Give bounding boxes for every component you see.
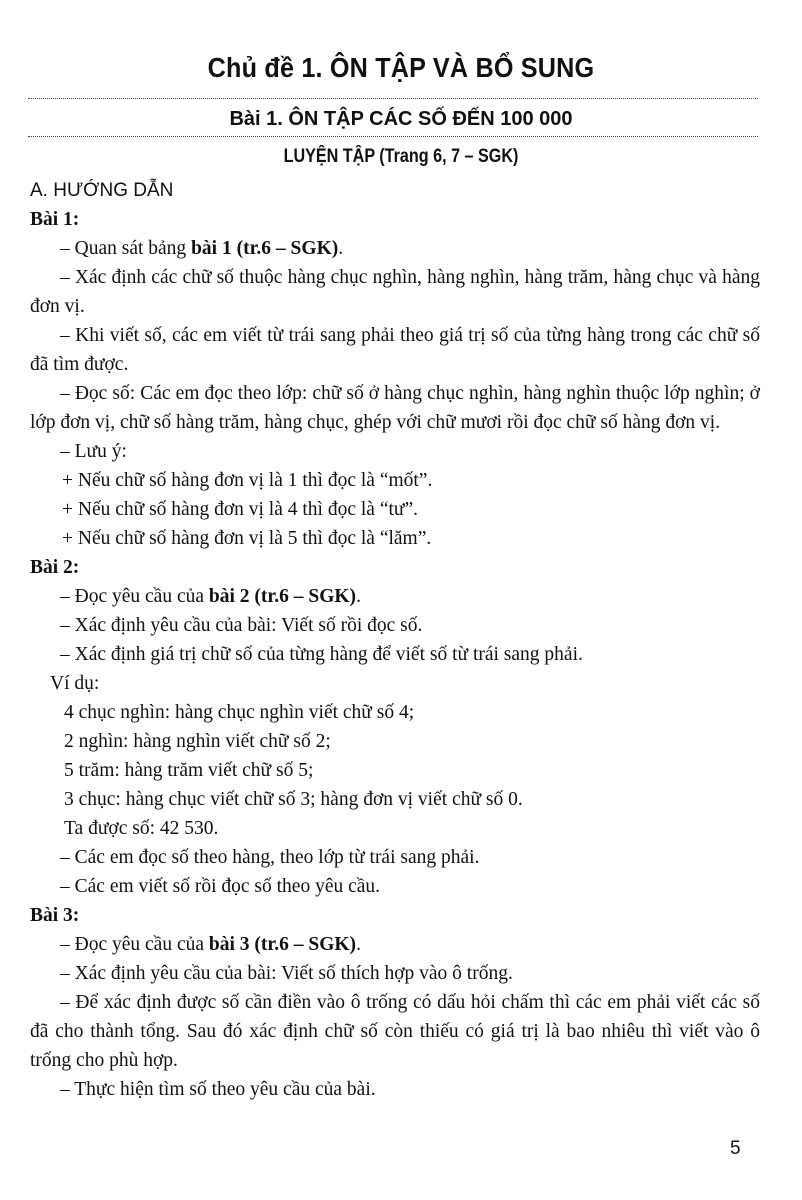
exercise-2-heading: Bài 2: <box>30 557 80 578</box>
exercise-1-heading: Bài 1: <box>30 209 80 230</box>
paragraph: – Các em viết số rồi đọc số theo yêu cầu. <box>60 876 381 897</box>
divider <box>28 98 758 99</box>
paragraph: – Lưu ý: <box>60 441 127 462</box>
chapter-title: Chủ đề 1. ÔN TẬP VÀ BỔ SUNG <box>207 52 595 83</box>
paragraph: – Đọc số: Các em đọc theo lớp: chữ số ở hàng chục nghìn, hàng nghìn thuộc lớp nghìn; ở lớp đơn vị, chữ số hàng trăm, hàng chục, ghép với chữ mươi rồi đọc chữ số hàng đơn vị. <box>30 383 760 433</box>
example-label: Ví dụ: <box>50 673 100 694</box>
example-line: 2 nghìn: hàng nghìn viết chữ số 2; <box>64 731 331 752</box>
paragraph: – Khi viết số, các em viết từ trái sang phải theo giá trị số của từng hàng trong các chữ số đã tìm được. <box>30 325 760 375</box>
paragraph: – Quan sát bảng bài 1 (tr.6 – SGK). <box>60 238 344 259</box>
note-item: + Nếu chữ số hàng đơn vị là 5 thì đọc là “lăm”. <box>62 528 432 549</box>
paragraph: – Để xác định được số cần điền vào ô trống có dấu hỏi chấm thì các em phải viết các số đã cho thành tổng. Sau đó xác định chữ số còn thiếu có giá trị là bao nhiêu thì viết vào ô trống cho phù hợp. <box>30 992 760 1071</box>
paragraph: – Các em đọc số theo hàng, theo lớp từ trái sang phải. <box>60 847 480 868</box>
exercise-3-heading: Bài 3: <box>30 905 80 926</box>
lesson-title: Bài 1. ÔN TẬP CÁC SỐ ĐẾN 100 000 <box>229 108 573 130</box>
paragraph: – Đọc yêu cầu của bài 3 (tr.6 – SGK). <box>60 934 361 955</box>
page-number: 5 <box>730 1138 741 1159</box>
exercise-title: LUYỆN TẬP (Trang 6, 7 – SGK) <box>283 146 519 167</box>
section-heading: A. HƯỚNG DẪN <box>30 180 174 201</box>
note-item: + Nếu chữ số hàng đơn vị là 4 thì đọc là “tư”. <box>62 499 418 520</box>
paragraph: – Xác định yêu cầu của bài: Viết số thích hợp vào ô trống. <box>60 963 513 984</box>
paragraph: – Xác định yêu cầu của bài: Viết số rồi đọc số. <box>60 615 423 636</box>
paragraph: – Xác định giá trị chữ số của từng hàng để viết số từ trái sang phải. <box>60 644 583 665</box>
note-item: + Nếu chữ số hàng đơn vị là 1 thì đọc là “mốt”. <box>62 470 433 491</box>
example-line: Ta được số: 42 530. <box>64 818 219 839</box>
example-line: 3 chục: hàng chục viết chữ số 3; hàng đơn vị viết chữ số 0. <box>64 789 523 810</box>
paragraph: – Đọc yêu cầu của bài 2 (tr.6 – SGK). <box>60 586 361 607</box>
content <box>30 176 760 1104</box>
divider <box>28 136 758 137</box>
example-line: 5 trăm: hàng trăm viết chữ số 5; <box>64 760 314 781</box>
paragraph: – Thực hiện tìm số theo yêu cầu của bài. <box>60 1079 376 1100</box>
example-line: 4 chục nghìn: hàng chục nghìn viết chữ số 4; <box>64 702 415 723</box>
paragraph: – Xác định các chữ số thuộc hàng chục nghìn, hàng nghìn, hàng trăm, hàng chục và hàng đơn vị. <box>30 267 760 317</box>
